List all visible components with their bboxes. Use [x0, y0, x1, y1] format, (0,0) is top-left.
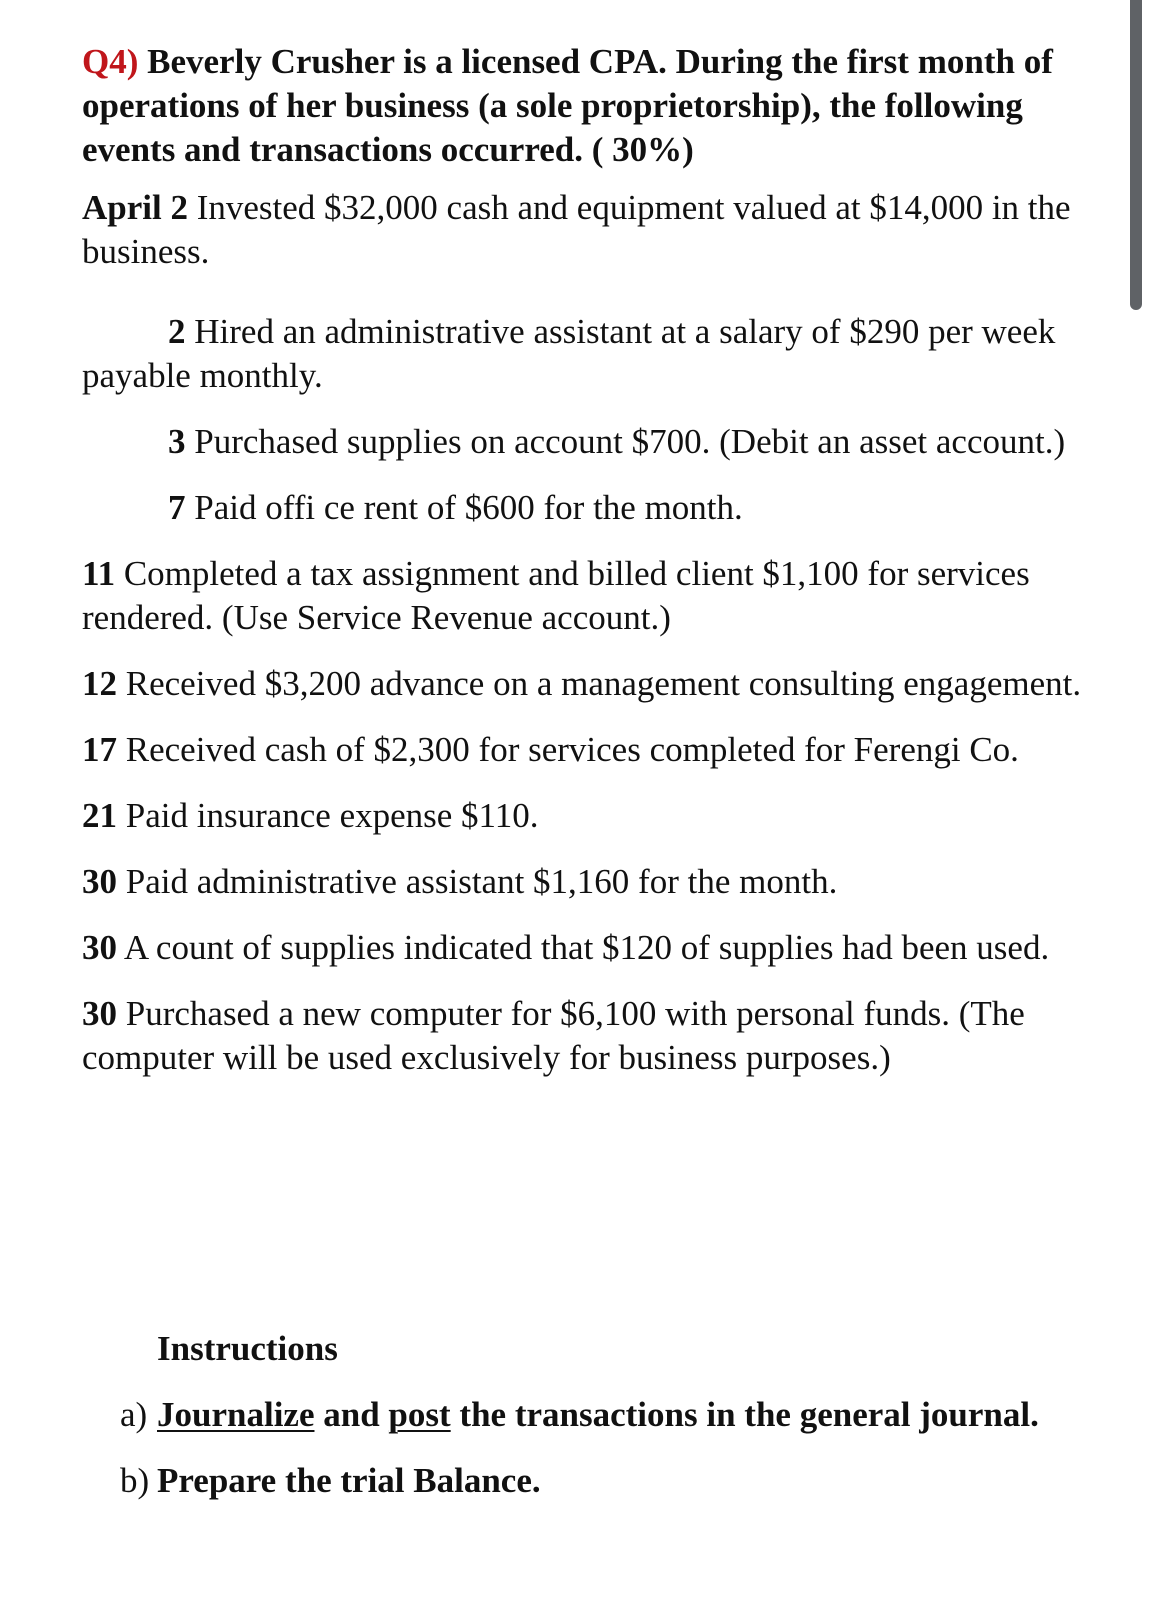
transaction-date: 11: [82, 554, 116, 593]
transaction-30-supplies-used: [82, 926, 1082, 970]
transaction-30-salary: [82, 860, 1082, 904]
transaction-text: Received cash of $2,300 for services completed for Ferengi Co.: [117, 730, 1019, 769]
item-marker: a): [120, 1395, 148, 1434]
transaction-text: Paid insurance expense $110.: [117, 796, 539, 835]
transaction-17-cash-received: [82, 728, 1082, 772]
transaction-text: Paid offi ce rent of $600 for the month.: [185, 488, 743, 527]
transaction-date: 21: [82, 796, 117, 835]
transaction-3-supplies: [82, 420, 1082, 464]
transaction-date: 30: [82, 928, 117, 967]
transaction-text: Purchased supplies on account $700. (Debit an asset account.): [185, 422, 1066, 461]
question-number: Q4): [82, 42, 139, 81]
item-marker: b): [120, 1461, 150, 1500]
item-text: Prepare the trial Balance.: [157, 1461, 541, 1500]
document: [82, 40, 1082, 1102]
underlined-word-journalize: Journalize: [157, 1395, 315, 1434]
item-text-mid: and: [314, 1395, 389, 1434]
transaction-date: 2: [168, 312, 186, 351]
vertical-scrollbar[interactable]: [1130, 0, 1142, 310]
transaction-12-advance: [82, 662, 1082, 706]
transaction-7-rent: [82, 486, 1082, 530]
question-text: Beverly Crusher is a licensed CPA. During the first month of operations of her business (a sole proprietorship), the following events and transactions occurred. ( 30%): [82, 42, 1053, 169]
transaction-21-insurance: [82, 794, 1082, 838]
transaction-april-2-invest: [82, 186, 1082, 274]
transaction-30-computer: [82, 992, 1082, 1080]
transaction-date: April 2: [82, 188, 188, 227]
transaction-date: 17: [82, 730, 117, 769]
transaction-11-tax-assignment: [82, 552, 1082, 640]
transaction-text: Received $3,200 advance on a management consulting engagement.: [117, 664, 1082, 703]
instruction-item-b: [120, 1459, 1057, 1503]
instructions-section: [120, 1327, 1057, 1525]
instruction-item-a: [120, 1393, 1057, 1437]
instructions-title: Instructions: [157, 1329, 338, 1368]
transaction-text: Paid administrative assistant $1,160 for the month.: [117, 862, 838, 901]
transaction-date: 30: [82, 994, 117, 1033]
transaction-date: 12: [82, 664, 117, 703]
transaction-date: 30: [82, 862, 117, 901]
transaction-text: Completed a tax assignment and billed client $1,100 for services rendered. (Use Service Revenue account.): [82, 554, 1030, 637]
question-heading: [82, 40, 1082, 172]
transaction-text: Invested $32,000 cash and equipment valued at $14,000 in the business.: [82, 188, 1071, 271]
item-text-rest: the transactions in the general journal.: [450, 1395, 1039, 1434]
transaction-text: Purchased a new computer for $6,100 with personal funds. (The computer will be used exclusively for business purposes.): [82, 994, 1025, 1077]
item-text: [157, 1393, 1039, 1437]
transaction-text: A count of supplies indicated that $120 of supplies had been used.: [117, 928, 1050, 967]
transaction-date: 7: [168, 488, 186, 527]
underlined-word-post: post: [388, 1395, 451, 1434]
transaction-2-hire: [82, 310, 1082, 398]
transaction-date: 3: [168, 422, 186, 461]
transaction-text: Hired an administrative assistant at a salary of $290 per week payable monthly.: [82, 312, 1056, 395]
